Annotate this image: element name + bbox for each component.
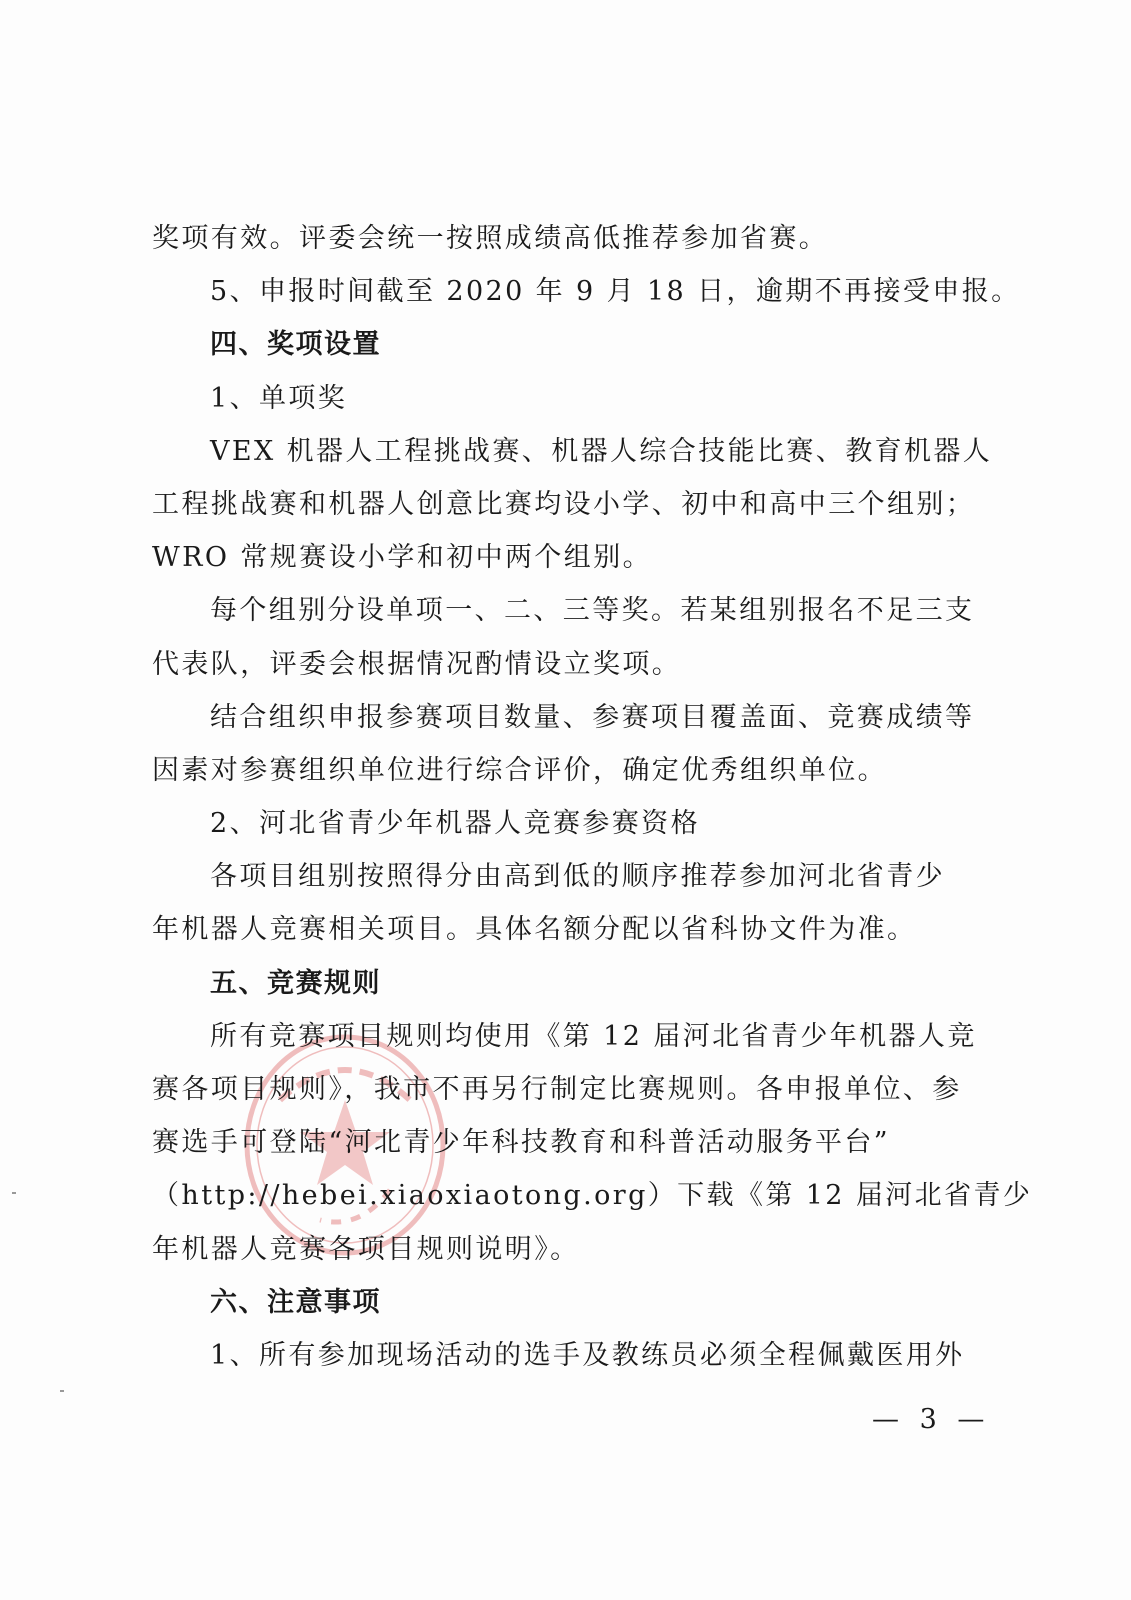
section-heading: 四、奖项设置 <box>210 329 381 361</box>
section-heading: 六、注意事项 <box>210 1286 381 1318</box>
page-number: — 3 — <box>872 1404 991 1435</box>
paragraph-line: WRO 常规赛设小学和初中两个组别。 <box>152 542 652 574</box>
scan-speck <box>12 1192 16 1194</box>
paragraph-line: 每个组别分设单项一、二、三等奖。若某组别报名不足三支 <box>210 595 975 627</box>
paragraph-line: 奖项有效。评委会统一按照成绩高低推荐参加省赛。 <box>152 223 829 254</box>
paragraph-line: 1、所有参加现场活动的选手及教练员必须全程佩戴医用外 <box>210 1339 965 1371</box>
paragraph-line: VEX 机器人工程挑战赛、机器人综合技能比赛、教育机器人 <box>210 435 993 467</box>
paragraph-line: 各项目组别按照得分由高到低的顺序推荐参加河北省青少 <box>210 861 945 893</box>
body-text <box>152 212 1033 1382</box>
section-heading: 五、竞赛规则 <box>210 967 381 999</box>
paragraph-line: 代表队，评委会根据情况酌情设立奖项。 <box>152 648 682 680</box>
paragraph-line: 结合组织申报参赛项目数量、参赛项目覆盖面、竞赛成绩等 <box>210 701 975 733</box>
subsection-title: 1、单项奖 <box>210 382 348 414</box>
paragraph-line-url: （http://hebei.xiaoxiaotong.org）下载《第 12 届河北省青少 <box>152 1180 1033 1212</box>
paragraph-line: 5、申报时间截至 2020 年 9 月 18 日，逾期不再接受申报。 <box>210 276 1021 308</box>
paragraph-line: 工程挑战赛和机器人创意比赛均设小学、初中和高中三个组别； <box>152 488 976 520</box>
scan-speck <box>60 1390 64 1392</box>
paragraph-line: 赛选手可登陆“河北青少年科技教育和科普活动服务平台” <box>152 1127 891 1159</box>
paragraph-line: 所有竞赛项目规则均使用《第 12 届河北省青少年机器人竞 <box>210 1020 977 1052</box>
paragraph-line: 因素对参赛组织单位进行综合评价，确定优秀组织单位。 <box>152 754 887 786</box>
paragraph-line: 赛各项目规则》，我市不再另行制定比赛规则。各申报单位、参 <box>152 1074 962 1105</box>
paragraph-line: 年机器人竞赛各项目规则说明》。 <box>152 1233 580 1265</box>
paragraph-line: 年机器人竞赛相关项目。具体名额分配以省科协文件为准。 <box>152 914 917 946</box>
subsection-title: 2、河北省青少年机器人竞赛参赛资格 <box>210 808 700 840</box>
